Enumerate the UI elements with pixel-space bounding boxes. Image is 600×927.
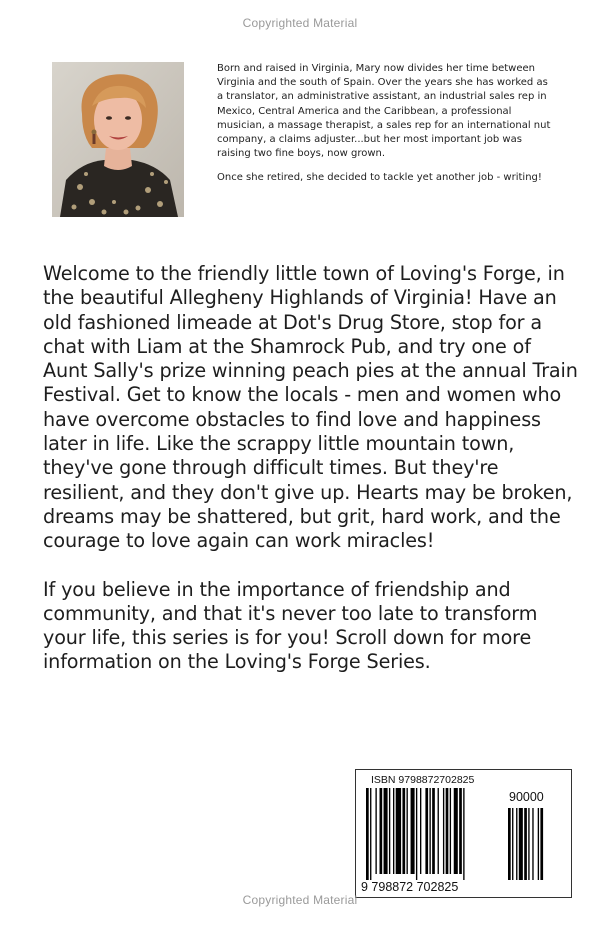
addon-bar	[524, 808, 527, 880]
barcode-bar	[393, 788, 394, 874]
addon-digits: 90000	[509, 790, 544, 804]
barcode-bar	[380, 788, 383, 874]
author-portrait-icon	[52, 62, 184, 217]
addon-bar	[538, 808, 539, 880]
barcode-bar	[425, 788, 428, 874]
addon-bar	[519, 808, 523, 880]
barcode-bar	[459, 788, 462, 874]
ean-digits: 9 798872 702825	[361, 880, 459, 894]
watermark-top: Copyrighted Material	[242, 16, 358, 30]
isbn-label: ISBN 9798872702825	[371, 774, 475, 786]
barcode-bar	[443, 788, 444, 874]
barcode-bar	[402, 788, 405, 874]
addon-bar	[532, 808, 533, 880]
barcode-bar	[446, 788, 449, 874]
blurb-paragraph-2: If you believe in the importance of friendship and community, and that it's never too late to transform your life, this series is for you! Scroll down for more information on the Loving's Forge Series.	[43, 577, 538, 674]
blurb-paragraph-1: Welcome to the friendly little town of Loving's Forge, in the beautiful Allegheny Highlands of Virginia! Have an old fashioned limeade at Dot's Drug Store, stop for a chat with Liam at the Shamrock Pub, and try one of Aunt Sally's prize winning peach pies at the annual Train Festival. Get to know the locals - men and women who have overcome obstacles to find love and happiness later in life. Like the scrappy little mountain town, they've gone through difficult times. But they're resilient, and they don't give up. Hearts may be broken, dreams may be shattered, but grit, hard work, and the courage to love again can work miracles!	[43, 262, 578, 553]
barcode-bar	[450, 788, 451, 874]
book-blurb	[43, 262, 578, 699]
barcode-bar	[411, 788, 415, 874]
barcode-bar	[407, 788, 408, 874]
barcode-bar	[416, 788, 417, 880]
addon-bar	[540, 808, 543, 880]
isbn-barcode	[355, 769, 572, 898]
barcode-bar	[384, 788, 388, 874]
bio-paragraph-1: Born and raised in Virginia, Mary now divides her time between Virginia and the south of Spain. Over the years she has worked as a translator, an administrative assistant, an industrial sales rep in Mexico, Central America and the Caribbean, a professional musician, a massage therapist, a sales rep for an international nut company, a claims adjuster...but her most important job was raising two fine boys, now grown.	[217, 63, 551, 160]
barcode-bar	[432, 788, 435, 874]
addon-bar	[508, 808, 511, 880]
addon-bar	[528, 808, 529, 880]
barcode-bar	[420, 788, 421, 874]
barcode-bar	[389, 788, 390, 874]
author-photo	[52, 62, 184, 217]
barcode-bar	[366, 788, 369, 880]
bio-paragraph-2: Once she retired, she decided to tackle yet another job - writing!	[217, 172, 542, 184]
barcode-bar	[370, 788, 371, 880]
watermark-bottom: Copyrighted Material	[242, 893, 358, 907]
barcode-bar	[438, 788, 439, 874]
author-bio	[217, 62, 552, 196]
barcode-bar	[375, 788, 376, 874]
addon-bar	[516, 808, 517, 880]
barcode-bar	[396, 788, 401, 874]
barcode-bar	[454, 788, 458, 874]
barcode-bar	[463, 788, 464, 880]
addon-bar	[512, 808, 513, 880]
barcode-bar	[429, 788, 430, 874]
